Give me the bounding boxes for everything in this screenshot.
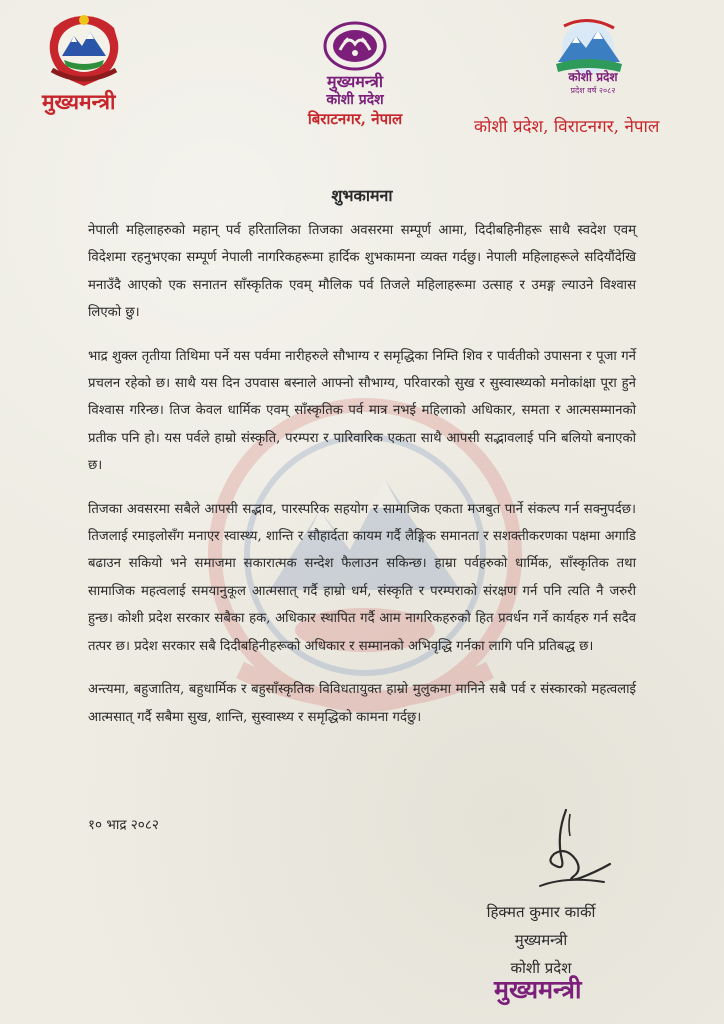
letter-paragraph: नेपाली महिलाहरुको महान् पर्व हरितालिका तिजका अवसरमा सम्पूर्ण आमा, दिदीबहिनीहरू साथै स्वदेश एवम् विदेशमा रहनुभएका सम्पूर्ण नेपाली नागरिकहरूमा हार्दिक शुभकामना व्यक्त गर्दछु। नेपाली महिलाहरूले सदियौंदेखि मनाउँदै आएको एक सनातन साँस्कृतिक एवम् मौलिक पर्व तिजले महिलाहरूमा उत्साह र उमङ्ग ल्याउने विश्वास लिएको छु। (88, 223, 636, 321)
header-right-brand-name: कोशी प्रदेश (568, 70, 618, 84)
signatory-block (430, 898, 652, 982)
handwritten-signature (526, 806, 616, 902)
header-right-brand-sub: प्रदेश वर्ष २०८२ (570, 86, 616, 95)
letter-date: १० भाद्र २०८२ (88, 817, 159, 833)
letter-body (88, 217, 636, 747)
signatory-position: मुख्यमन्त्री (514, 931, 568, 949)
letter-paragraph: अन्त्यमा, बहुजातिय, बहुधार्मिक र बहुसाँस्कृतिक विविधतायुक्त हाम्रो मुलुकमा मानिने सबै पर्व र संस्कारको महत्वलाई आत्मसात् गर्दै सबैमा सुख, शान्ति, सुस्वास्थ्य र समृद्धिको कामना गर्दछु। (88, 682, 636, 725)
header-right-brand (548, 70, 638, 98)
signatory-name: हिक्मत कुमार कार्की (486, 903, 596, 921)
header-middle-block (290, 72, 420, 129)
header-middle-line2: कोशी प्रदेश (326, 92, 384, 108)
letter-paragraph: भाद्र शुक्ल तृतीया तिथिमा पर्ने यस पर्वमा नारीहरुले सौभाग्य र समृद्धिका निम्ति शिव र पार्वतीको उपासना र पूजा गर्ने प्रचलन रहेको छ। साथै यस दिन उपवास बस्नाले आफ्नो सौभाग्य, परिवारको सुख र सुस्वास्थ्यको मनोकांक्षा पूरा हुने विश्वास गरिन्छ। तिज केवल धार्मिक एवम् साँस्कृतिक पर्व मात्र नभई महिलाको अधिकार, समता र आत्मसम्मानको प्रतीक पनि हो। यस पर्वले हाम्रो संस्कृति, परम्परा र पारिवारिक एकता साथै आपसी सद्भावलाई पनि बलियो बनाएको छ। (88, 348, 636, 474)
signatory-stamp-title: मुख्यमन्त्री (494, 975, 582, 1004)
header-middle-line1: मुख्यमन्त्री (327, 72, 383, 91)
header-left-label: मुख्यमन्त्री (42, 89, 116, 114)
header-middle-line3: बिराटनगर, नेपाल (307, 110, 403, 128)
chief-minister-seal-icon (322, 20, 388, 72)
letter-paragraph: तिजका अवसरमा सबैले आपसी सद्भाव, पारस्परिक सहयोग र सामाजिक एकता मजबुत पार्ने संकल्प गर्न सक्नुपर्दछ। तिजलाई रमाइलोसँग मनाएर स्वास्थ्य, शान्ति र सौहार्दता कायम गर्दै लैङ्गिक समानता र सशक्तीकरणका पक्षमा अगाडि बढाउन सकियो भने समाजमा सकारात्मक सन्देश फैलाउन सकिन्छ। हाम्रा पर्वहरुको धार्मिक, साँस्कृतिक तथा सामाजिक महत्वलाई समयानुकूल आत्मसात् गर्दै हाम्रो धर्म, संस्कृति र परम्पराको संरक्षण गर्न पनि त्यति नै जरुरी हुन्छ। कोशी प्रदेश सरकार सबैका हक, अधिकार स्थापित गर्दै आम नागरिकहरुको हित प्रवर्धन गर्ने कार्यहरु गर्न सदैव तत्पर छ। प्रदेश सरकार सबै दिदीबहिनीहरूको अधिकार र सम्मानको अभिवृद्धि गर्नका लागि पनि प्रतिबद्ध छ। (88, 501, 636, 654)
letter-title: शुभकामना (331, 186, 393, 205)
signatory-province: कोशी प्रदेश (510, 959, 572, 977)
header-right-label: कोशी प्रदेश, विराटनगर, नेपाल (474, 117, 660, 137)
nepal-emblem-icon (42, 12, 126, 88)
